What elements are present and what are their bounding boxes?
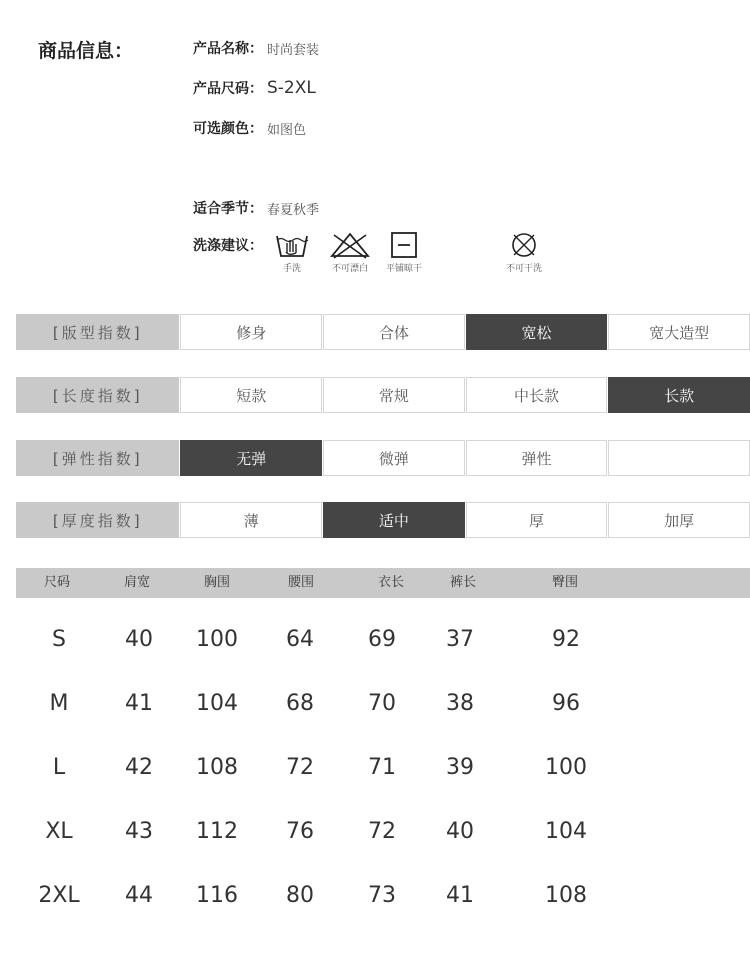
thickness-option: 加厚 [608,502,750,538]
size-cell: L [52,755,66,780]
hip-cell: 104 [545,819,587,844]
chest-cell: 112 [196,819,238,844]
product-size-row [193,77,316,99]
elasticity-index-row [16,440,750,476]
elasticity-index-label: [弹性指数] [16,440,179,476]
thickness-option: 薄 [180,502,322,538]
no-bleach-item [329,231,371,274]
dry-flat-item [383,231,425,274]
product-season-label: 适合季节： [193,201,263,217]
elasticity-option: 微弹 [323,440,465,476]
elasticity-option-empty [608,440,750,476]
table-row [0,812,750,852]
waist-cell: 64 [286,627,314,652]
dry-flat-caption: 平铺晾干 [385,264,422,274]
top-length-cell: 70 [368,691,396,716]
product-name-row [193,37,319,59]
header-top-length: 衣长 [377,575,405,590]
header-waist: 腰围 [287,575,315,590]
hip-cell: 92 [552,627,580,652]
waist-cell: 76 [286,819,314,844]
dry-flat-icon [383,231,425,259]
table-row [0,748,750,788]
shoulder-cell: 41 [125,691,153,716]
product-color-value: 如图色 [267,122,307,138]
header-pants-length: 裤长 [449,575,477,590]
header-shoulder: 肩宽 [123,575,151,590]
chest-cell: 100 [196,627,238,652]
thickness-index-row [16,502,750,538]
fit-index-label: [版型指数] [16,314,179,350]
pants-length-cell: 40 [446,819,474,844]
waist-cell: 68 [286,691,314,716]
length-index-label: [长度指数] [16,377,179,413]
header-size: 尺码 [43,575,71,590]
size-cell: XL [45,819,73,844]
no-bleach-caption: 不可漂白 [331,264,368,274]
top-length-cell: 69 [368,627,396,652]
size-cell: 2XL [38,883,80,908]
shoulder-cell: 44 [125,883,153,908]
chest-cell: 104 [196,691,238,716]
hand-wash-icon [275,231,309,259]
header-chest: 胸围 [203,575,231,590]
no-dry-clean-item [503,231,545,274]
hip-cell: 96 [552,691,580,716]
elasticity-option-selected: 无弹 [180,440,322,476]
fit-option-selected: 宽松 [466,314,608,350]
product-size-value: S-2XL [267,78,316,98]
hand-wash-caption: 手洗 [282,264,301,274]
length-option: 常规 [323,377,465,413]
length-index-row [16,377,750,413]
product-name-value: 时尚套装 [267,42,320,58]
hip-cell: 100 [545,755,587,780]
product-color-label: 可选颜色： [193,121,263,137]
top-length-cell: 72 [368,819,396,844]
hand-wash-item [275,231,309,274]
waist-cell: 80 [286,883,314,908]
hip-cell: 108 [545,883,587,908]
product-name-label: 产品名称： [193,41,263,57]
pants-length-cell: 37 [446,627,474,652]
size-table-header [16,568,750,598]
pants-length-cell: 38 [446,691,474,716]
thickness-option-selected: 适中 [323,502,465,538]
table-row [0,684,750,724]
length-option: 中长款 [466,377,608,413]
product-size-label: 产品尺码： [193,81,263,97]
top-length-cell: 73 [368,883,396,908]
product-info-heading: 商品信息： [38,40,134,62]
top-length-cell: 71 [368,755,396,780]
fit-index-row [16,314,750,350]
pants-length-cell: 41 [446,883,474,908]
fit-option: 修身 [180,314,322,350]
length-option-selected: 长款 [608,377,750,413]
shoulder-cell: 42 [125,755,153,780]
waist-cell: 72 [286,755,314,780]
table-row [0,620,750,660]
wash-label: 洗涤建议： [193,238,263,254]
table-row [0,876,750,916]
size-cell: S [52,627,66,652]
no-bleach-icon [329,231,371,259]
shoulder-cell: 43 [125,819,153,844]
elasticity-option: 弹性 [466,440,608,476]
pants-length-cell: 39 [446,755,474,780]
shoulder-cell: 40 [125,627,153,652]
thickness-option: 厚 [466,502,608,538]
product-season-value: 春夏秋季 [267,202,320,218]
no-dry-clean-icon [503,231,545,259]
no-dry-clean-caption: 不可干洗 [505,264,542,274]
chest-cell: 108 [196,755,238,780]
header-hip: 臀围 [551,575,579,590]
chest-cell: 116 [196,883,238,908]
product-season-row [193,197,319,219]
fit-option: 宽大造型 [608,314,750,350]
fit-option: 合体 [323,314,465,350]
product-color-row [193,117,306,139]
thickness-index-label: [厚度指数] [16,502,179,538]
length-option: 短款 [180,377,322,413]
size-cell: M [49,691,69,716]
